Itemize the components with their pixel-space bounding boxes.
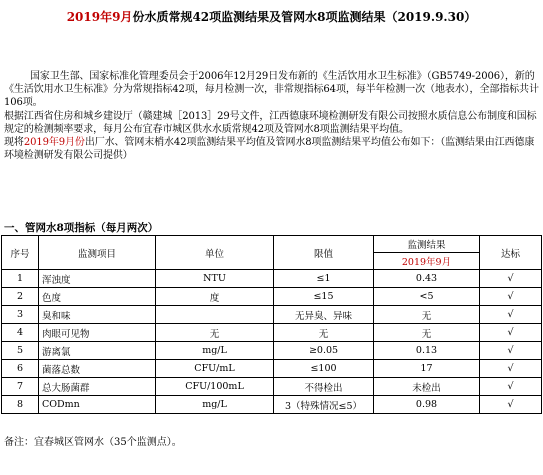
- cell-result: 无: [374, 324, 480, 342]
- cell-unit: NTU: [156, 270, 274, 288]
- cell-unit: CFU/100mL: [156, 378, 274, 396]
- cell-limit: ≤15: [274, 288, 374, 306]
- cell-unit: 无: [156, 324, 274, 342]
- cell-limit: ≤1: [274, 270, 374, 288]
- cell-unit: CFU/mL: [156, 360, 274, 378]
- header-result-month: 2019年9月: [374, 253, 480, 270]
- title-main: 份水质常规42项监测结果及管网水8项监测结果（2019.9.30）: [132, 10, 477, 24]
- intro-paragraph-1: 国家卫生部、国家标准化管理委员会于2006年12月29日发布新的《生活饮用水卫生标准》（GB5749-2006），新的《生活饮用水卫生标准》分为常规指标42项，每月检测一次，非常规指标64项，每半年检测一次（地表水），全部指标共计106项。: [4, 71, 539, 109]
- cell-pass: √: [480, 396, 542, 414]
- cell-item: 总大肠菌群: [39, 378, 156, 396]
- cell-pass: √: [480, 288, 542, 306]
- cell-result: 无: [374, 306, 480, 324]
- footnote: 备注：宜春城区管网水（35个监测点）。: [4, 437, 182, 448]
- cell-pass: √: [480, 270, 542, 288]
- cell-limit: 3（特殊情况≤5）: [274, 396, 374, 414]
- table-row: [2, 306, 542, 324]
- header-item: 监测项目: [39, 236, 156, 270]
- page-title: [0, 8, 543, 25]
- cell-limit: 无: [274, 324, 374, 342]
- cell-no: 7: [2, 378, 39, 396]
- cell-item: CODmn: [39, 396, 156, 414]
- cell-item: 臭和味: [39, 306, 156, 324]
- cell-no: 2: [2, 288, 39, 306]
- table-row: [2, 360, 542, 378]
- table-row: [2, 342, 542, 360]
- cell-unit: mg/L: [156, 342, 274, 360]
- cell-pass: √: [480, 342, 542, 360]
- cell-limit: ≥0.05: [274, 342, 374, 360]
- table-row: [2, 396, 542, 414]
- header-no: 序号: [2, 236, 39, 270]
- section-title: 一、管网水8项指标（每月两次）: [4, 222, 159, 234]
- cell-no: 4: [2, 324, 39, 342]
- header-result: 监测结果: [374, 236, 480, 253]
- table-row: [2, 324, 542, 342]
- cell-no: 1: [2, 270, 39, 288]
- cell-item: 游离氯: [39, 342, 156, 360]
- cell-unit: 度: [156, 288, 274, 306]
- cell-result: 17: [374, 360, 480, 378]
- cell-result: <5: [374, 288, 480, 306]
- cell-unit: mg/L: [156, 396, 274, 414]
- cell-no: 6: [2, 360, 39, 378]
- cell-item: 菌落总数: [39, 360, 156, 378]
- intro-paragraph-2: 根据江西省住房和城乡建设厅（赣建城［2013］29号文件，江西德康环境检测研发有限公司按照水质信息公布制度和国标规定的检测频率要求，每月公布宜春市城区供水水质常规42项及管网水8项监测结果平均值。: [4, 110, 537, 135]
- cell-pass: √: [480, 360, 542, 378]
- cell-item: 色度: [39, 288, 156, 306]
- cell-limit: 无异臭、异味: [274, 306, 374, 324]
- cell-limit: ≤100: [274, 360, 374, 378]
- table-row: [2, 270, 542, 288]
- cell-item: 肉眼可见物: [39, 324, 156, 342]
- cell-no: 3: [2, 306, 39, 324]
- table-row: [2, 288, 542, 306]
- intro-paragraph-3: [4, 136, 539, 162]
- intro-text: [4, 70, 539, 162]
- cell-item: 浑浊度: [39, 270, 156, 288]
- intro-p3-prefix: 现将: [4, 137, 24, 149]
- cell-pass: √: [480, 324, 542, 342]
- intro-p3-suffix: 出厂水、管网末梢水42项监测结果平均值及管网水8项监测结果平均值公布如下：（监测结果由江西德康环境检测研发有限公司提供）: [4, 137, 535, 162]
- intro-p3-date: 2019年9月份: [23, 137, 85, 149]
- cell-pass: √: [480, 378, 542, 396]
- cell-no: 5: [2, 342, 39, 360]
- cell-unit: [156, 306, 274, 324]
- table-body: [2, 270, 542, 414]
- header-limit: 限值: [274, 236, 374, 270]
- monitoring-table: [1, 235, 542, 414]
- cell-pass: √: [480, 306, 542, 324]
- title-date: 2019年9月: [66, 10, 133, 24]
- cell-result: 0.43: [374, 270, 480, 288]
- cell-result: 0.98: [374, 396, 480, 414]
- header-pass: 达标: [480, 236, 542, 270]
- cell-result: 0.13: [374, 342, 480, 360]
- table-header-row: [2, 236, 542, 253]
- cell-result: 未检出: [374, 378, 480, 396]
- cell-limit: 不得检出: [274, 378, 374, 396]
- table-row: [2, 378, 542, 396]
- header-unit: 单位: [156, 236, 274, 270]
- cell-no: 8: [2, 396, 39, 414]
